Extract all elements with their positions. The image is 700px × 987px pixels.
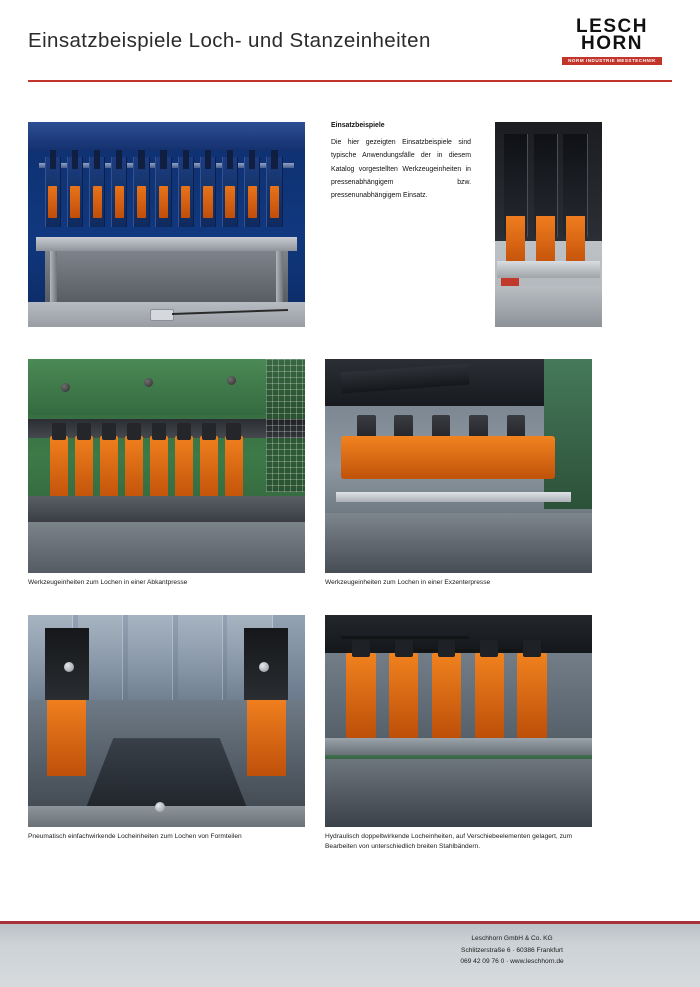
footer-contact-line: 069 42 09 76 0 · www.leschhorn.de (460, 958, 564, 966)
photo-press-line (28, 122, 305, 327)
figure-caption: Werkzeugeinheiten zum Lochen in einer Abkantpresse (28, 579, 188, 586)
header-divider (28, 80, 672, 82)
footer-contact (352, 933, 672, 968)
logo-tagline: NORM INDUSTRIE MESSTECHNIK (562, 57, 662, 66)
document-body (0, 122, 700, 853)
photo-abkantpresse (28, 359, 305, 573)
figure-caption: Werkzeugeinheiten zum Lochen in einer Exzenterpresse (325, 579, 491, 586)
content-row-1 (28, 122, 672, 332)
footer-divider (0, 921, 700, 924)
company-logo (556, 15, 668, 67)
figure-hydraulisch (325, 615, 592, 852)
intro-title: Einsatzbeispiele (331, 122, 385, 129)
figure-press-line (28, 122, 305, 332)
page-title: Einsatzbeispiele Loch- und Stanzeinheiten (28, 29, 431, 52)
intro-text-block (331, 122, 471, 332)
photo-exzenterpresse (325, 359, 592, 573)
logo-line-1: LESCH (576, 15, 648, 37)
figure-exzenterpresse (325, 359, 592, 588)
footer-company: Leschhorn GmbH & Co. KG (471, 935, 553, 942)
photo-pneumatisch (28, 615, 305, 827)
intro-paragraph: Die hier gezeigten Einsatzbeispiele sind typische Anwendungsfälle der in diesem Katalog vorgestellten Werkzeugeinheiten in pressenabhängigem bzw. pressenunabhängigem Einsatz. (331, 139, 471, 199)
intro-body (331, 136, 471, 202)
content-row-3 (28, 615, 672, 852)
footer-address: Schlitzerstraße 6 · 60386 Frankfurt (461, 946, 563, 954)
figure-abkantpresse (28, 359, 305, 588)
logo-line-2: HORN (581, 32, 643, 54)
figure-caption: Pneumatisch einfachwirkende Locheinheiten zum Lochen von Formteilen (28, 833, 242, 841)
photo-hydraulisch (325, 615, 592, 827)
document-header (0, 0, 700, 82)
figure-pneumatisch (28, 615, 305, 852)
figure-units-detail (495, 122, 602, 332)
document-footer (0, 921, 700, 987)
figure-caption: Hydraulisch doppeltwirkende Locheinheiten, auf Verschiebeelementen gelagert, zum Bearbeiten von unterschiedlich breiten Stahlbändern. (325, 833, 573, 851)
content-row-2 (28, 359, 672, 588)
photo-units-detail (495, 122, 602, 327)
